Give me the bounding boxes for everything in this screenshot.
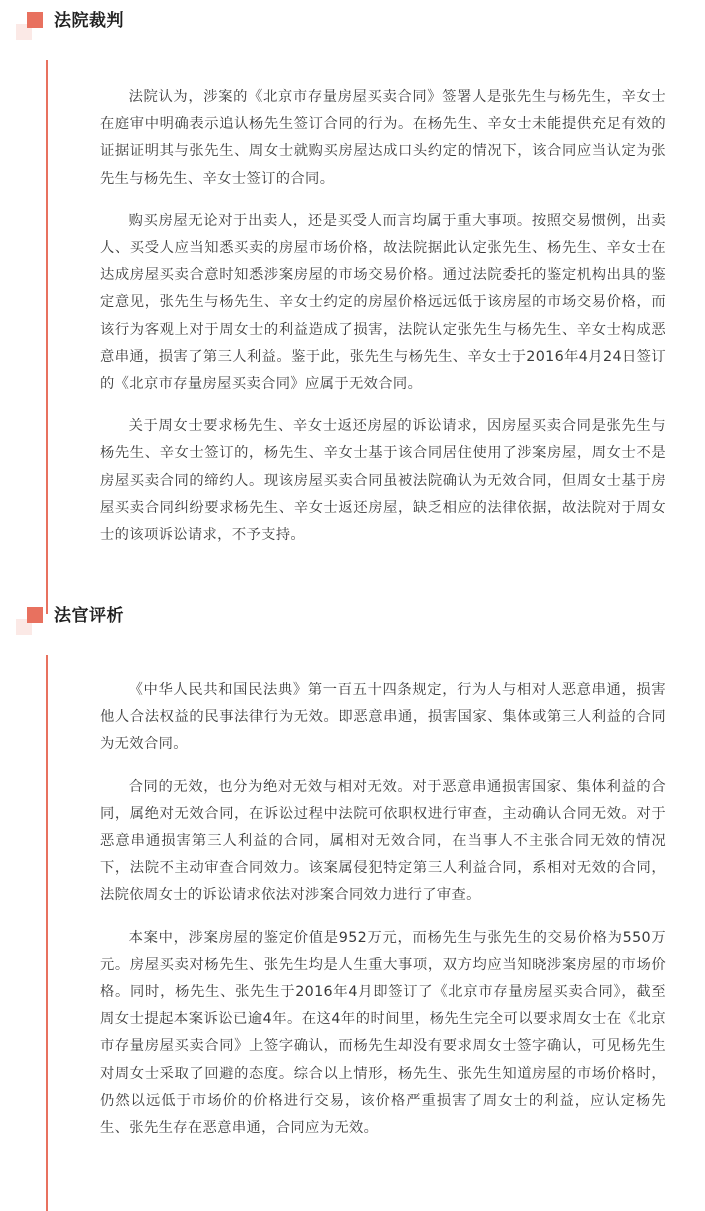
paragraph: 购买房屋无论对于出卖人，还是买受人而言均属于重大事项。按照交易惯例，出卖人、买受人应当知悉买卖的房屋市场价格，故法院据此认定张先生、杨先生、辛女士在达成房屋买卖合意时知悉涉案房屋的市场交易价格。通过法院委托的鉴定机构出具的鉴定意见，张先生与杨先生、辛女士约定的房屋价格远远低于该房屋的市场交易价格，而该行为客观上对于周女士的利益造成了损害，法院认定张先生与杨先生、辛女士构成恶意串通，损害了第三人利益。鉴于此，张先生与杨先生、辛女士于2016年4月24日签订的《北京市存量房屋买卖合同》应属于无效合同。 [100, 212, 666, 393]
section-header-judge-commentary [0, 605, 705, 645]
deco-square-dark [27, 607, 43, 623]
paragraph: 法院认为，涉案的《北京市存量房屋买卖合同》签署人是张先生与杨先生，辛女士在庭审中明确表示追认杨先生签订合同的行为。在杨先生、辛女士未能提供充足有效的证据证明其与张先生、周女士就购买房屋达成口头约定的情况下，该合同应当认定为张先生与杨先生、辛女士签订的合同。 [100, 89, 666, 187]
section-deco-icon [16, 12, 48, 44]
paragraph: 《中华人民共和国民法典》第一百五十四条规定，行为人与相对人恶意串通，损害他人合法权益的民事法律行为无效。即恶意串通，损害国家、集体或第三人利益的合同为无效合同。 [100, 682, 666, 753]
paragraph: 本案中，涉案房屋的鉴定价值是952万元，而杨先生与张先生的交易价格为550万元。房屋买卖对杨先生、张先生均是人生重大事项，双方均应当知晓涉案房屋的市场价格。同时，杨先生、张先生于2016年4月即签订了《北京市存量房屋买卖合同》，截至周女士提起本案诉讼已逾4年。在这4年的时间里，杨先生完全可以要求周女士在《北京市存量房屋买卖合同》上签字确认，而杨先生却没有要求周女士签字确认，可见杨先生对周女士采取了回避的态度。综合以上情形，杨先生、张先生知道房屋的市场价格时，仍然以远低于市场价的价格进行交易，该价格严重损害了周女士的利益，应认定杨先生、张先生存在恶意串通，合同应为无效。 [100, 929, 666, 1137]
section-title: 法官评析 [54, 606, 124, 626]
paragraph: 关于周女士要求杨先生、辛女士返还房屋的诉讼请求，因房屋买卖合同是张先生与杨先生、辛女士签订的，杨先生、辛女士基于该合同居住使用了涉案房屋，周女士不是房屋买卖合同的缔约人。现该房屋买卖合同虽被法院确认为无效合同，但周女士基于房屋买卖合同纠纷要求杨先生、辛女士返还房屋，缺乏相应的法律依据，故法院对于周女士的该项诉讼请求，不予支持。 [100, 418, 666, 544]
paragraph: 合同的无效，也分为绝对无效与相对无效。对于恶意串通损害国家、集体利益的合同，属绝对无效合同，在诉讼过程中法院可依职权进行审查，主动确认合同无效。对于恶意串通损害第三人利益的合同，属相对无效合同，在当事人不主张合同无效的情况下，法院不主动审查合同效力。该案属侵犯特定第三人利益合同，系相对无效的合同，法院依周女士的诉讼请求依法对涉案合同效力进行了审查。 [100, 778, 666, 904]
section-deco-icon [16, 607, 48, 639]
section-body-judge-commentary [46, 655, 688, 1211]
section-title: 法院裁判 [54, 11, 124, 31]
deco-square-dark [27, 12, 43, 28]
section-header-court-ruling [0, 10, 705, 50]
section-body-court-ruling [46, 60, 688, 614]
